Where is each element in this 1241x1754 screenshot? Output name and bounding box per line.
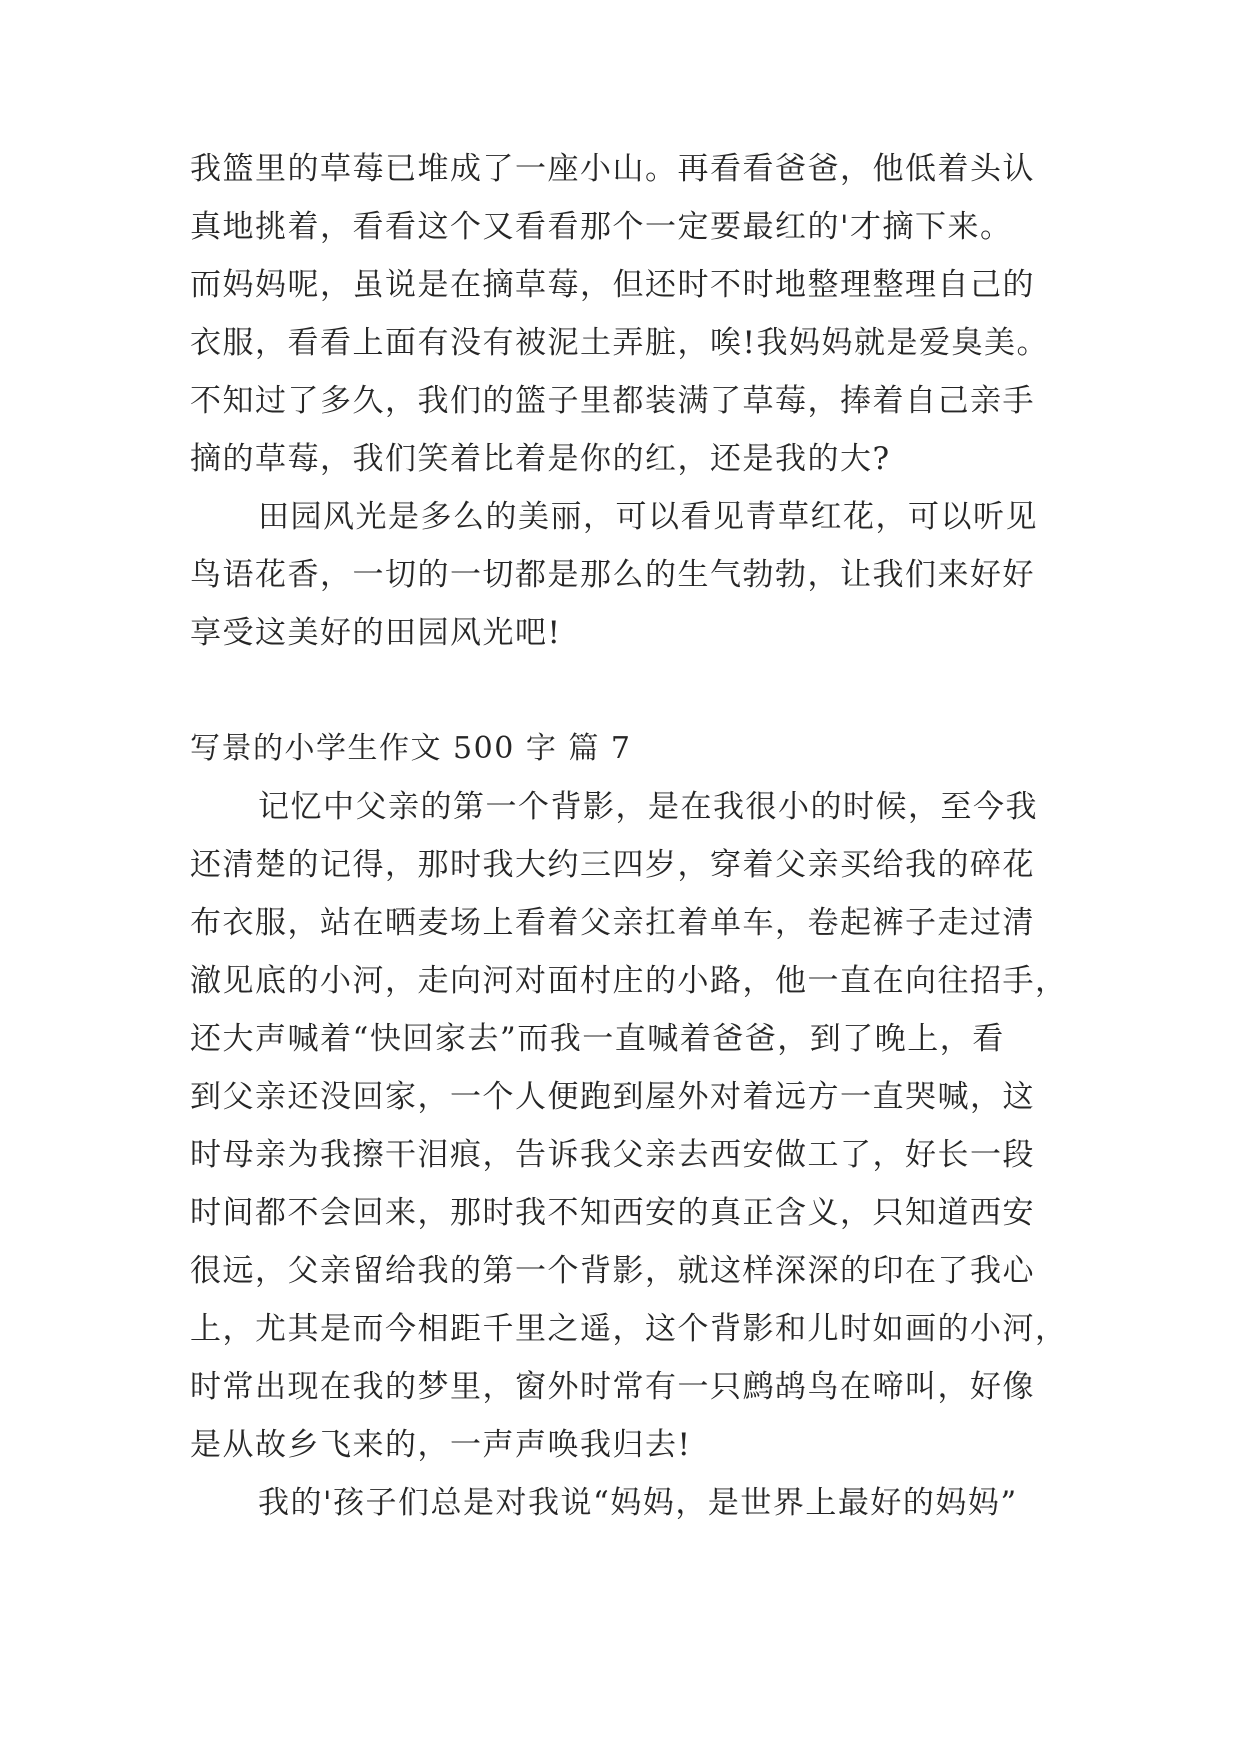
text-line: 时母亲为我擦干泪痕，告诉我父亲去西安做工了，好长一段 [190,1137,1035,1173]
text-line: 我的'孩子们总是对我说“妈妈，是世界上最好的妈妈” [258,1485,1018,1521]
text-line: 田园风光是多么的美丽，可以看见青草红花，可以听见 [258,499,1038,535]
text-line: 澈见底的小河，走向河对面村庄的小路，他一直在向往招手， [190,963,1068,999]
text-line: 布衣服，站在晒麦场上看着父亲扛着单车，卷起裤子走过清 [190,905,1035,941]
text-line: 摘的草莓，我们笑着比着是你的红，还是我的大? [190,441,891,477]
text-line: 衣服，看看上面有没有被泥土弄脏，唉!我妈妈就是爱臭美。 [190,325,1049,361]
text-line: 真地挑着，看看这个又看看那个一定要最红的'才摘下来。 [190,209,1013,245]
section-heading [190,720,1070,778]
text-line: 到父亲还没回家，一个人便跑到屋外对着远方一直哭喊，这 [190,1079,1035,1115]
text-line: 享受这美好的田园风光吧! [190,615,562,651]
paragraph-children [190,1474,1070,1532]
text-line: 记忆中父亲的第一个背影，是在我很小的时候，至今我 [258,789,1038,825]
paragraph-countryside-scenery [190,488,1070,662]
text-line: 而妈妈呢，虽说是在摘草莓，但还时不时地整理整理自己的 [190,267,1035,303]
text-line: 很远，父亲留给我的第一个背影，就这样深深的印在了我心 [190,1253,1035,1289]
paragraph-fathers-back [190,778,1070,1474]
text-line: 鸟语花香，一切的一切都是那么的生气勃勃，让我们来好好 [190,557,1035,593]
text-line: 时常出现在我的梦里，窗外时常有一只鹧鸪鸟在啼叫，好像 [190,1369,1035,1405]
text-line: 不知过了多久，我们的篮子里都装满了草莓，捧着自己亲手 [190,383,1035,419]
text-line: 还清楚的记得，那时我大约三四岁，穿着父亲买给我的碎花 [190,847,1035,883]
heading-text: 写景的小学生作文 500 字 篇 7 [190,731,632,766]
text-line: 时间都不会回来，那时我不知西安的真正含义，只知道西安 [190,1195,1035,1231]
paragraph-strawberry-picking [190,140,1070,488]
text-line: 上，尤其是而今相距千里之遥，这个背影和儿时如画的小河， [190,1311,1068,1347]
text-line: 是从故乡飞来的，一声声唤我归去! [190,1427,692,1463]
text-line: 还大声喊着“快回家去”而我一直喊着爸爸，到了晚上，看 [190,1021,1005,1057]
text-line: 我篮里的草莓已堆成了一座小山。再看看爸爸，他低着头认 [190,151,1035,187]
